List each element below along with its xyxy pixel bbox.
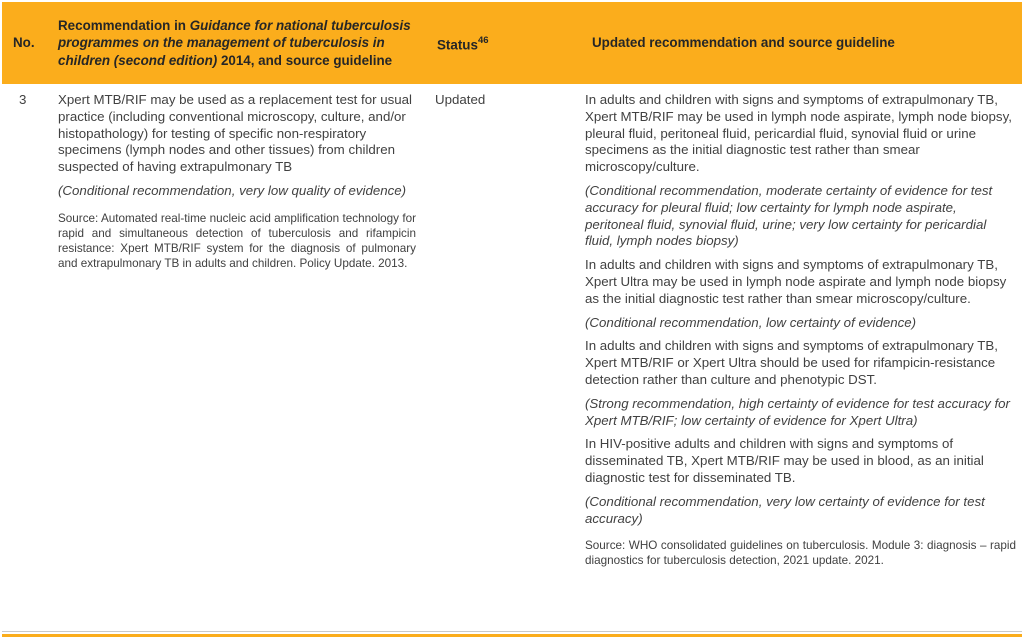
row-number: 3 [19,92,27,107]
header-no-label: No. [13,35,35,51]
cell-updated-recommendation [585,92,1022,568]
header-cell-recommendation-2014 [55,17,427,69]
recommendation-source: Source: Automated real-time nucleic acid amplification technology for rapid and simultaneous detection of tuberculosis and rifampicin resistance: Xpert MTB/RIF system for the diagnosis of pulmonary and extrapulmonary TB in adults and children. Policy Update. 2013. [58,211,416,270]
header-recommendation-prefix: Recommendation in [58,17,190,33]
header-updated-label: Updated recommendation and source guideline [592,35,895,51]
table-row [2,92,1022,568]
bottom-accent-bar [2,634,1022,637]
cell-status [427,92,585,109]
updated-paragraph-1: In adults and children with signs and symptoms of extrapulmonary TB, Xpert MTB/RIF may be used in lymph node aspirate, lymph node biopsy, pleural fluid, peritoneal fluid, pericardial fluid, synovial fluid or urine specimens as the initial diagnostic test rather than smear microscopy/culture. [585,92,1012,175]
cell-row-number [2,92,55,109]
recommendation-grade: (Conditional recommendation, very low quality of evidence) [58,182,407,198]
status-value: Updated [435,92,486,107]
header-status-footnote-ref: 46 [477,34,489,46]
bottom-divider-line [2,631,1022,632]
updated-grade-4: (Conditional recommendation, very low certainty of evidence for test accuracy) [585,493,985,526]
recommendation-text: Xpert MTB/RIF may be used as a replacement test for usual practice (including conventional microscopy, culture, and/or histopathology) for testing of specific non-respiratory specimens (lymph nodes and other tissues) from children suspected of having extrapulmonary TB [58,92,412,175]
header-cell-status [427,33,585,54]
updated-paragraph-2: In adults and children with signs and symptoms of extrapulmonary TB, Xpert Ultra may be used in lymph node aspirate and lymph node biopsy as the initial diagnostic test rather than smear microscopy/culture. [585,257,1007,306]
updated-grade-1: (Conditional recommendation, moderate certainty of evidence for test accuracy for pleural fluid; low certainty for lymph node aspirate, peritoneal fluid, synovial fluid, urine; very low certainty for pericardial fluid, lymph nodes biopsy) [585,182,993,249]
updated-grade-2: (Conditional recommendation, low certainty of evidence) [585,314,917,330]
header-cell-updated-recommendation [585,34,1022,51]
header-recommendation-suffix: 2014, and source guideline [217,52,393,68]
updated-paragraph-4: In HIV-positive adults and children with signs and symptoms of disseminated TB, Xpert MTB/RIF may be used in blood, as an initial diagnostic test for disseminated TB. [585,436,984,485]
updated-paragraph-3: In adults and children with signs and symptoms of extrapulmonary TB, Xpert MTB/RIF or Xpert Ultra should be used for rifampicin-resistance detection rather than culture and phenotypic DST. [585,338,998,387]
header-recommendation-guidance-title: Guidance for national tuberculosis programmes on the management of tuberculosis in children (second edition) [58,17,411,68]
header-status-label: Status [437,37,478,53]
table-header-row [2,2,1022,84]
updated-source: Source: WHO consolidated guidelines on tuberculosis. Module 3: diagnosis – rapid diagnostics for tuberculosis detection, 2021 update. 2021. [585,539,1016,568]
updated-grade-3: (Strong recommendation, high certainty of evidence for test accuracy for Xpert MTB/RIF; low certainty of evidence for Xpert Ultra) [585,395,1010,428]
header-cell-no [2,34,55,51]
cell-recommendation-2014 [55,92,427,271]
